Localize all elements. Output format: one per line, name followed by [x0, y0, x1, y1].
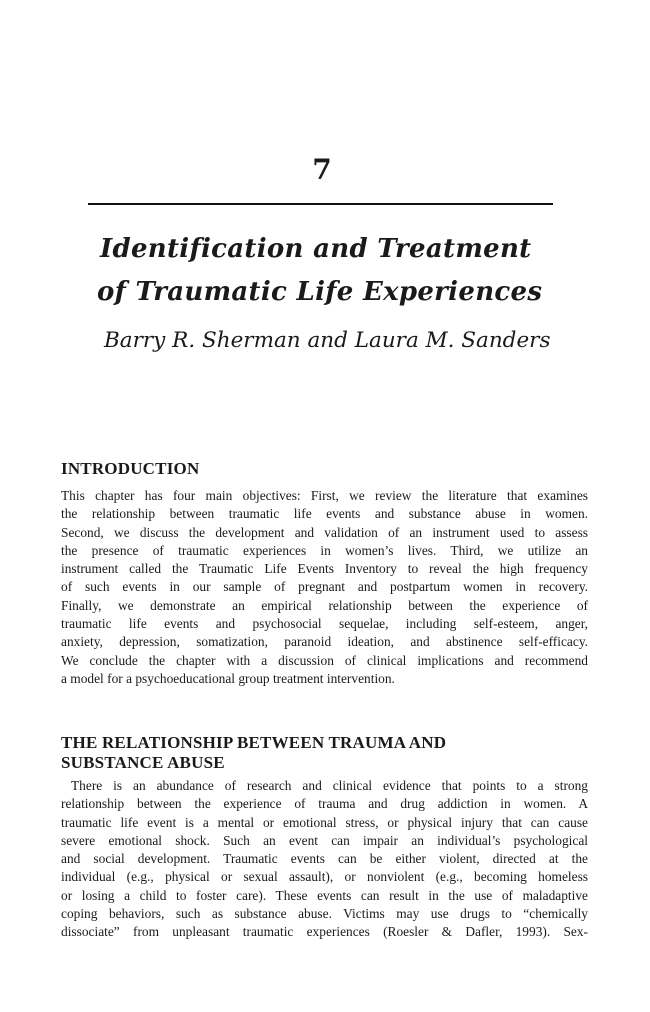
chapter-authors: Barry R. Sherman and Laura M. Sanders [104, 328, 551, 353]
text-line: instrument called the Traumatic Life Events Inventory to reveal the high frequency [61, 561, 588, 577]
relationship-paragraph [61, 777, 588, 942]
section-heading-introduction: INTRODUCTION [61, 459, 200, 478]
text-line: coping behaviors, such as substance abuse. Victims may use drugs to “chemically [61, 906, 588, 922]
section-heading-relationship-line-2: SUBSTANCE ABUSE [61, 753, 225, 772]
text-line: individual (e.g., physical or sexual assault), or nonviolent (e.g., becoming homeless [61, 869, 588, 885]
text-line: relationship between the experience of trauma and drug addiction in women. A [61, 796, 588, 812]
text-line: There is an abundance of research and clinical evidence that points to a strong [71, 778, 588, 793]
text-line: severe emotional shock. Such an event can impair an individual’s psychological [61, 832, 588, 848]
text-line: and social development. Traumatic events can be either violent, directed at the [61, 851, 588, 867]
chapter-number: 7 [312, 153, 332, 186]
text-line: or losing a child to foster care). These events can result in the use of maladaptive [61, 887, 588, 903]
text-line: the relationship between traumatic life events and substance abuse in women. [61, 506, 588, 522]
text-line: This chapter has four main objectives: First, we review the literature that examines [61, 488, 588, 503]
text-line: the presence of traumatic experiences in women’s lives. Third, we utilize an [61, 542, 588, 558]
chapter-title-line-1: Identification and Treatment [100, 234, 532, 264]
text-line: We conclude the chapter with a discussion of clinical implications and recommend [61, 652, 588, 668]
text-line: anxiety, depression, somatization, paranoid ideation, and abstinence self-efficacy. [61, 634, 588, 650]
text-line: a model for a psychoeducational group treatment intervention. [61, 670, 395, 686]
chapter-rule [88, 203, 553, 205]
text-line: of such events in our sample of pregnant and postpartum women in recovery. [61, 579, 588, 595]
text-line: traumatic life event is a mental or emotional stress, or physical injury that can cause [61, 814, 588, 830]
section-heading-relationship-line-1: THE RELATIONSHIP BETWEEN TRAUMA AND [61, 733, 447, 752]
text-line: Second, we discuss the development and validation of an instrument used to assess [61, 524, 588, 540]
text-line: dissociate” from unpleasant traumatic experiences (Roesler & Dafler, 1993). Sex- [61, 924, 588, 940]
chapter-title-line-2: of Traumatic Life Experiences [97, 277, 543, 307]
introduction-paragraph [61, 487, 588, 688]
text-line: Finally, we demonstrate an empirical relationship between the experience of [61, 597, 588, 613]
text-line: traumatic life events and psychosocial sequelae, including self-esteem, anger, [61, 616, 588, 632]
